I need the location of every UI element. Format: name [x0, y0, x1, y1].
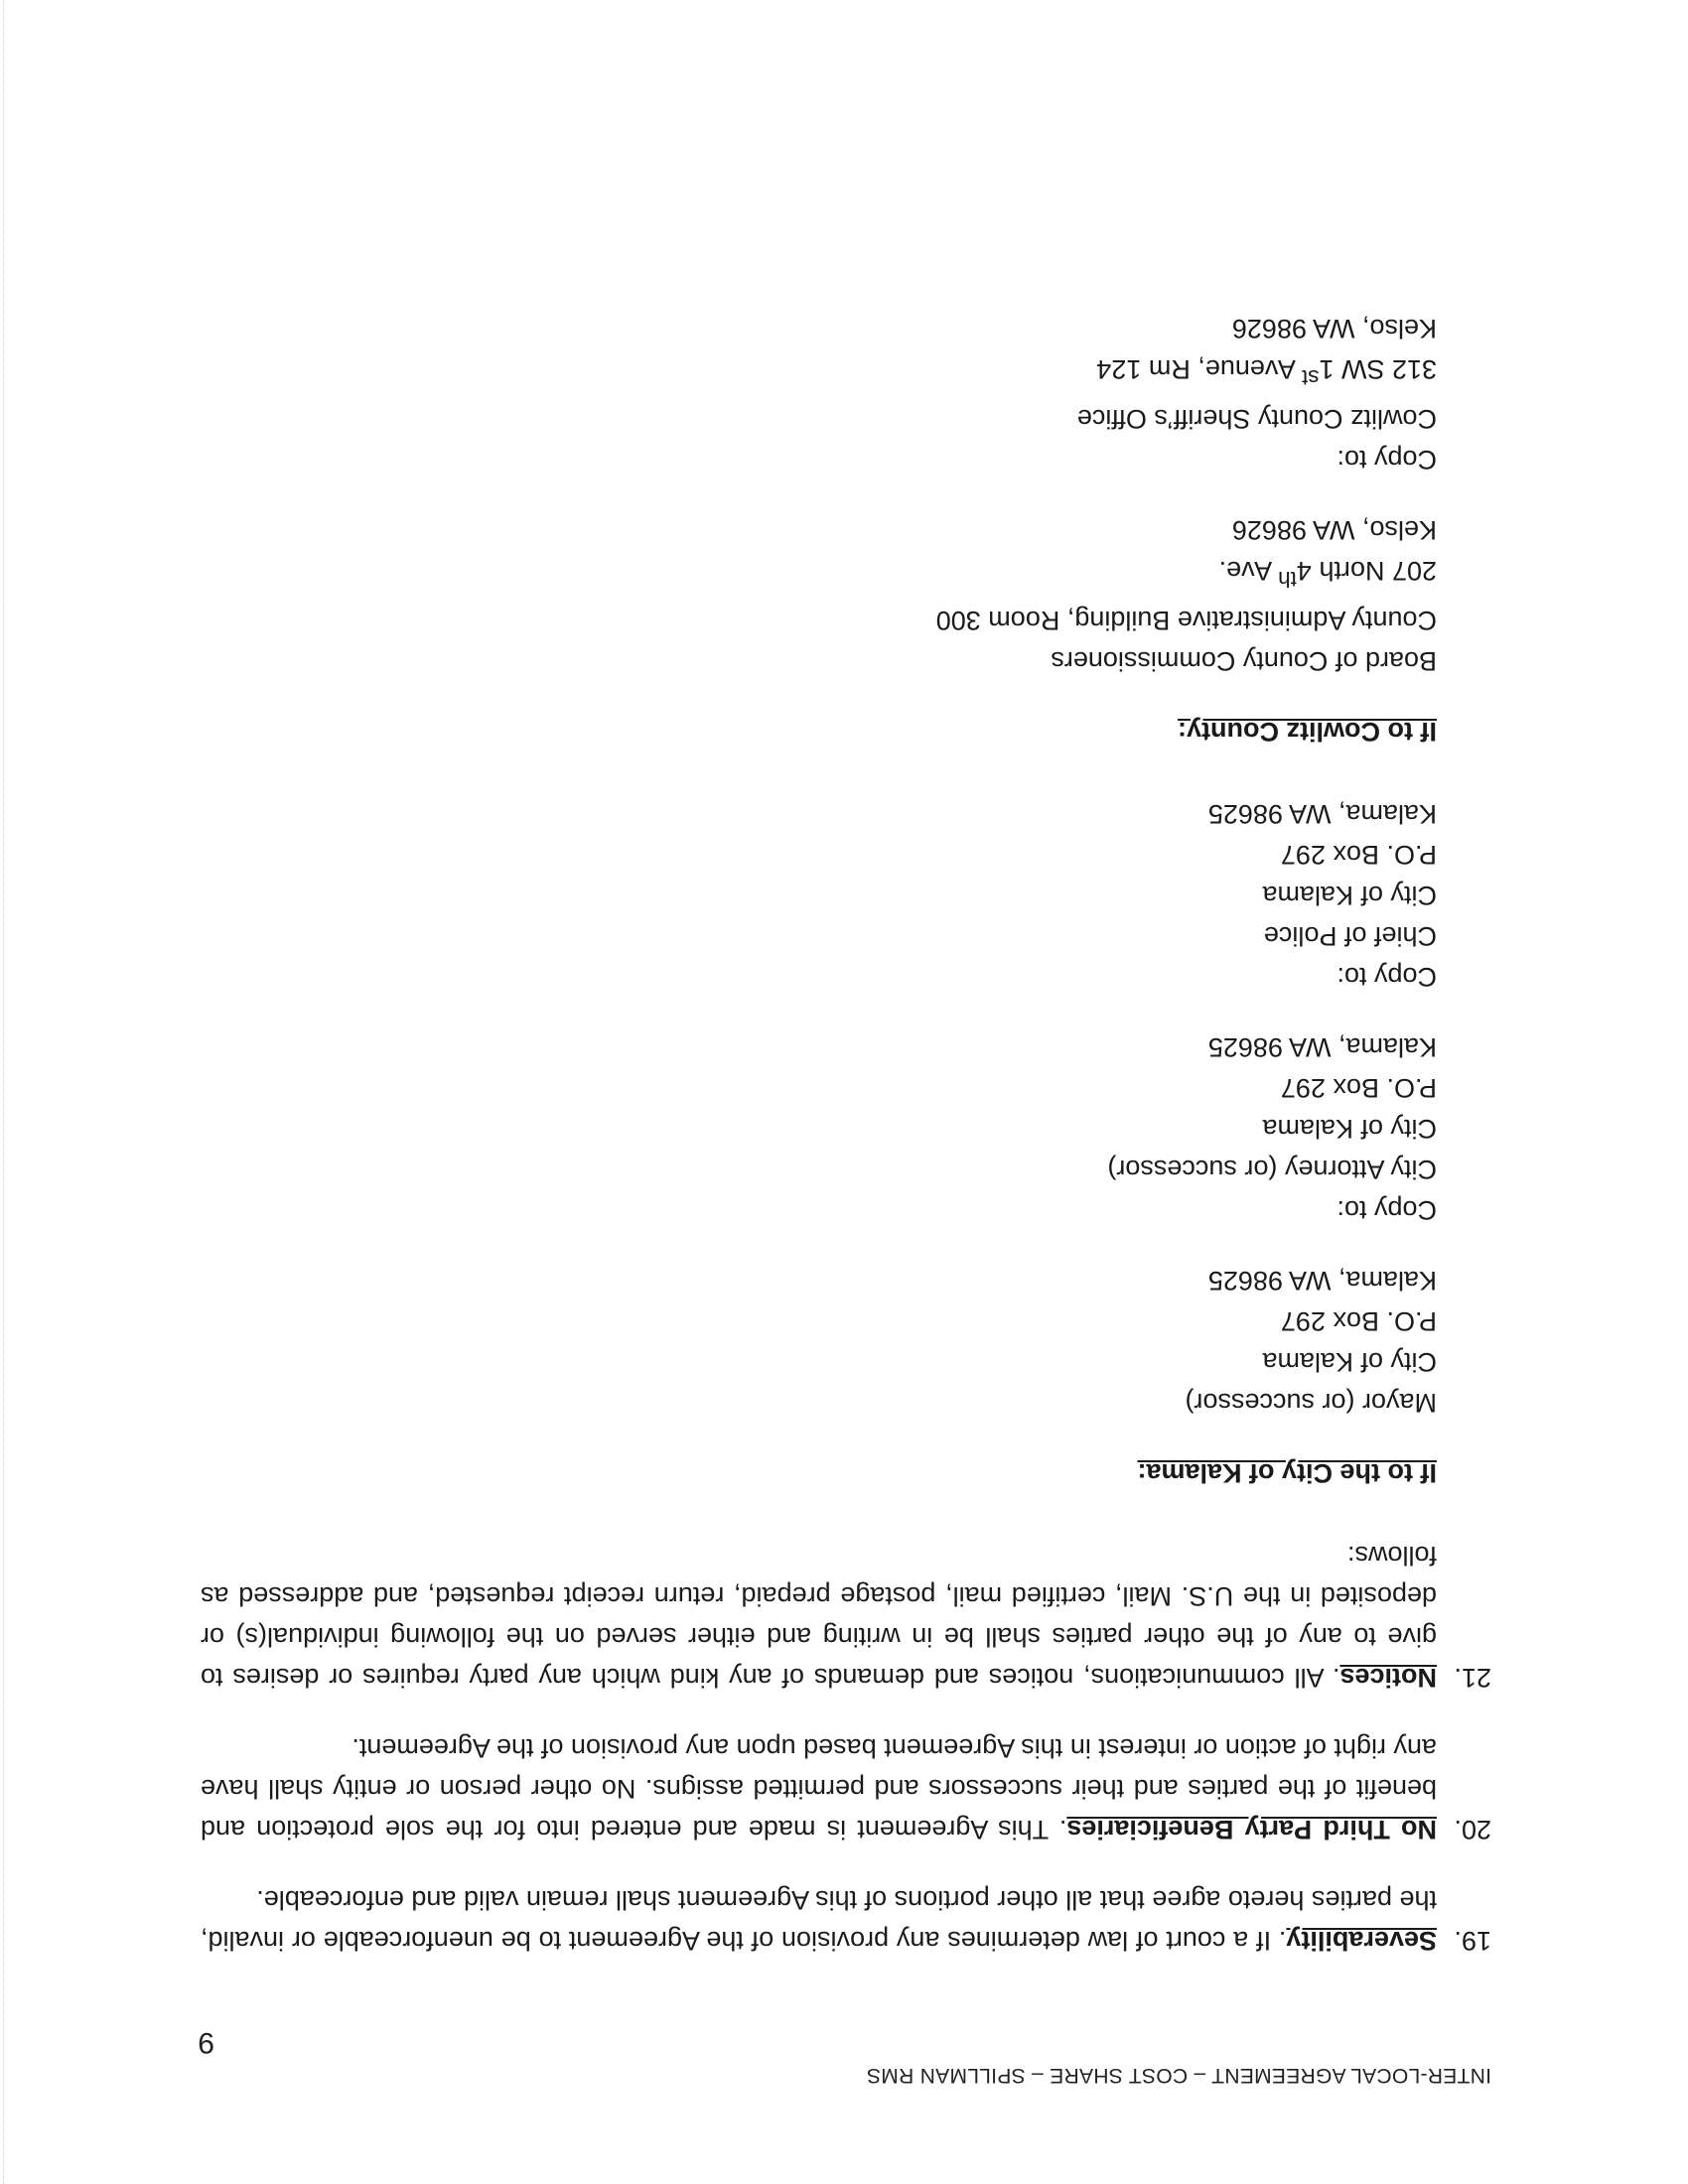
section-notices: [201, 1535, 1491, 1698]
address-cowlitz-sheriff: Copy to: Cowlitz County Sheriff’s Office 312 SW 1st Avenue, Rm 124 Kelso, WA 98626: [1076, 314, 1437, 475]
section-number: 19.: [1454, 1926, 1491, 1956]
section-number: 20.: [1454, 1815, 1491, 1844]
address-kalama-police: Copy to: Chief of Police City of Kalama P.O. Box 297 Kalama, WA 98625: [1207, 799, 1437, 992]
section-third-party: [201, 1727, 1491, 1849]
page-header: INTER-LOCAL AGREEMENT – COST SHARE – SPILLMAN RMS: [866, 2064, 1491, 2087]
address-kalama-mayor: Mayor (or successor) City of Kalama P.O. Box 297 Kalama, WA 98625: [1185, 1266, 1437, 1418]
party-heading-cowlitz: If to Cowlitz County:: [1178, 717, 1437, 747]
section-text: . All communications, notices and demands of any kind which any party requires or desires to give to any of the other parties shall be in writing and either served on the following individual(s) or deposited in the U.S. Mail, certified mail, postage prepaid, return receipt requested, and addressed as follows:: [201, 1541, 1437, 1693]
document-body: [201, 278, 1491, 1961]
party-heading-kalama: If to the City of Kalama:: [1137, 1458, 1437, 1488]
section-severability: [201, 1879, 1491, 1961]
section-text: . This Agreement is made and entered into for the sole protection and benefit of the parties and their successors and permitted assigns. No other person or entity shall have any right of action or interest in this Agreement based upon any provision of the Agreement.: [201, 1733, 1437, 1844]
address-kalama-attorney: Copy to: City Attorney (or successor) City of Kalama P.O. Box 297 Kalama, WA 98625: [1107, 1032, 1437, 1225]
address-cowlitz-board: Board of County Commissioners County Administrative Building, Room 300 207 North 4th Ave. Kelso, WA 98626: [935, 515, 1437, 676]
section-heading: No Third Party Beneficiaries: [1066, 1815, 1437, 1844]
section-number: 21.: [1454, 1663, 1491, 1693]
section-text: . If a court of law determines any provision of the Agreement to be unenforceable or invalid, the parties hereto agree that all other portions of this Agreement shall remain valid and enforceable.: [201, 1885, 1437, 1956]
scan-edge: [2, 0, 4, 2184]
page-number: 9: [198, 2026, 214, 2059]
section-heading: Severability: [1286, 1926, 1437, 1956]
section-heading: Notices: [1339, 1663, 1437, 1693]
